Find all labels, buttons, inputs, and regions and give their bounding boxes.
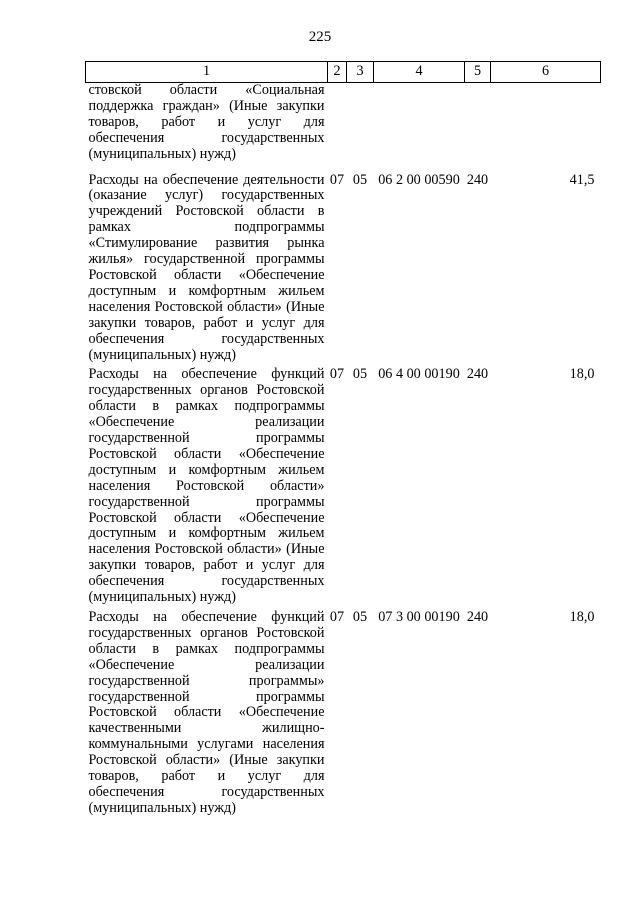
row-amount: 41,5 [569,171,595,188]
row-subsection: 05 [352,366,368,383]
budget-table [85,61,601,821]
header-col-6: 6 [491,62,601,83]
row-amount: 18,0 [569,609,595,625]
table-row [86,610,601,821]
header-col-2: 2 [328,62,347,83]
header-col-4: 4 [374,62,465,83]
row-target-article: 06 2 00 00590 [378,171,460,188]
row-amount [491,83,601,167]
row-target-article: 06 4 00 00190 [378,366,460,383]
header-col-1: 1 [86,62,328,83]
row-section [328,83,347,167]
row-expense-type [465,83,491,167]
row-description: стовской области «Социальная поддержка граждан» (Иные закупки товаров, работ и услуг для обеспечения государственных (муниципальных) нужд) [88,82,325,162]
header-col-5: 5 [465,62,491,83]
row-section: 07 [329,171,345,188]
row-subsection: 05 [352,609,368,625]
row-amount: 18,0 [569,366,595,383]
row-expense-type: 240 [466,171,489,188]
row-expense-type: 240 [466,366,489,383]
row-section: 07 [329,366,345,383]
table-row [86,167,601,368]
row-expense-type: 240 [466,609,489,625]
header-col-3: 3 [347,62,374,83]
row-target-article [374,83,465,167]
row-description: Расходы на обеспечение функций государственных органов Ростовской области в рамках подпрограммы «Обеспечение реализации государственной программы» государственной программы Ростовской области «Обеспечение качественными жилищно-коммунальными услугами населения Ростовской области» (Иные закупки товаров, работ и услуг для обеспечения государственных (муниципальных) нужд) [88,609,325,816]
row-section: 07 [329,609,345,625]
table-header-row [86,62,601,83]
row-description: Расходы на обеспечение функций государственных органов Ростовской области в рамках подпрограммы «Обеспечение реализации государственной программы Ростовской области «Обеспечение доступным и комфортным жильем населения Ростовской области» государственной программы Ростовской области «Обеспечение доступным и комфортным жильем населения Ростовской области» (Иные закупки товаров, работ и услуг для обеспечения государственных (муниципальных) нужд) [88,366,325,606]
table-row [86,83,601,167]
row-subsection: 05 [352,171,368,188]
page-number: 225 [308,29,332,45]
row-target-article: 07 3 00 00190 [378,609,460,625]
row-description: Расходы на обеспечение деятельности (оказание услуг) государственных учреждений Ростовской области в рамках подпрограммы «Стимулирование развития рынка жилья» государственной программы Ростовской области «Обеспечение доступным и комфортным жильем населения Ростовской области» (Иные закупки товаров, работ и услуг для обеспечения государственных (муниципальных) нужд) [88,171,325,363]
table-row [86,367,601,610]
row-subsection [347,83,374,167]
